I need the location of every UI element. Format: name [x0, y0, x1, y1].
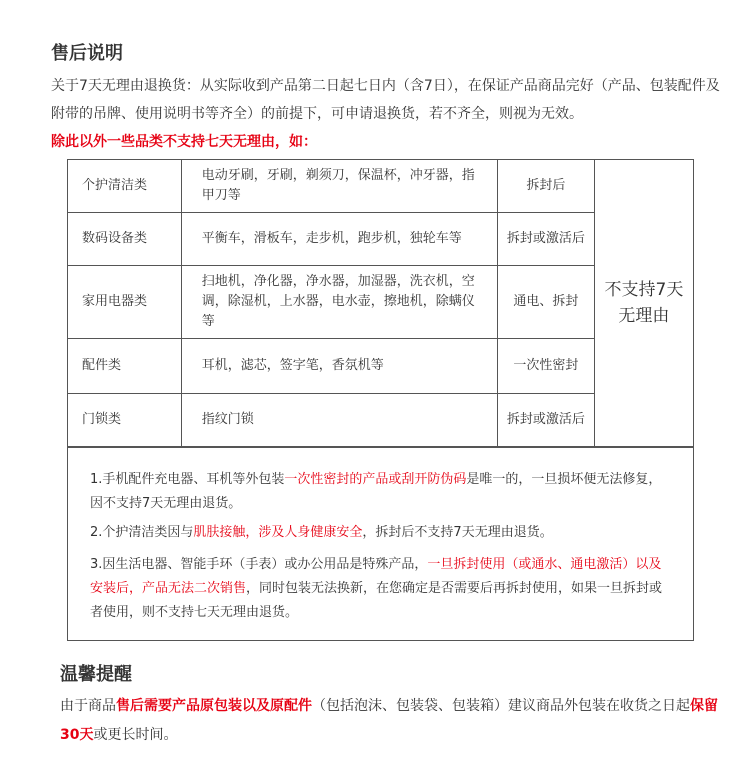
warm-tips-body: [60, 692, 720, 750]
category-cell: 数码设备类: [68, 213, 182, 266]
note-2: [90, 521, 670, 545]
note-2-text-c: ，拆封后不支持7天无理由退货。: [362, 525, 553, 540]
condition-cell: 通电、拆封: [497, 266, 594, 339]
note-1-text-c: 是唯一的，一旦损坏便无法修复，因不支持7天无理由退货。: [90, 472, 662, 511]
category-cell: 门锁类: [68, 394, 182, 447]
note-3-text-c: ，同时包装无法换新，在您确定是否需要后再拆封使用，如果一旦拆封或者使用，则不支持七天无理由退货。: [90, 581, 663, 620]
note-2-highlight: 肌肤接触，涉及人身健康安全: [193, 525, 363, 540]
condition-cell: 拆封后: [497, 160, 594, 213]
tips-highlight-keep-days: 保留30天: [60, 698, 718, 743]
notes-box: [67, 447, 694, 641]
category-cell: 家用电器类: [68, 266, 182, 339]
tips-text-e: 或更长时间。: [93, 727, 178, 743]
note-1-highlight: 一次性密封的产品或刮开防伪码: [284, 472, 467, 487]
condition-cell: 一次性密封: [497, 339, 594, 394]
warm-tips-title: 温馨提醒: [60, 664, 132, 685]
items-cell: 平衡车，滑板车，走步机，跑步机，独轮车等: [181, 213, 497, 266]
category-cell: 配件类: [68, 339, 182, 394]
items-cell: 电动牙刷，牙刷，剃须刀，保温杯，冲牙器，指甲刀等: [181, 160, 497, 213]
intro-text-block: [51, 72, 731, 156]
note-1: [90, 468, 670, 516]
unsupported-categories-table: [67, 159, 694, 447]
note-2-text-a: 2.个护清洁类因与: [90, 525, 194, 540]
tips-highlight-packaging: 售后需要产品原包装以及原配件: [116, 698, 312, 714]
items-cell: 扫地机，净化器，净水器，加湿器，洗衣机，空调，除湿机，上水器，电水壶，擦地机，除螨仪等: [181, 266, 497, 339]
after-sales-title: 售后说明: [51, 43, 123, 64]
category-cell: 个护清洁类: [68, 160, 182, 213]
condition-cell: 拆封或激活后: [497, 213, 594, 266]
note-3: [90, 553, 670, 625]
tips-text-a: 由于商品: [60, 698, 116, 714]
note-3-text-a: 3.因生活电器、智能手环（手表）或办公用品是特殊产品，: [90, 557, 428, 572]
note-1-text-a: 1.手机配件充电器、耳机等外包装: [90, 472, 285, 487]
tips-text-c: （包括泡沫、包装袋、包装箱）建议商品外包装在收货之日起: [312, 698, 690, 714]
items-cell: 指纹门锁: [181, 394, 497, 447]
condition-cell: 拆封或激活后: [497, 394, 594, 447]
note-3-highlight: 一旦拆封使用（或通水、通电激活）以及安装后，产品无法二次销售: [90, 557, 662, 596]
verdict-cell: 不支持7天无理由: [594, 160, 693, 447]
table-row: [68, 160, 694, 213]
items-cell: 耳机，滤芯，签字笔，香氛机等: [181, 339, 497, 394]
exception-notice: 除此以外一些品类不支持七天无理由，如：: [51, 134, 317, 150]
return-policy-intro: 关于7天无理由退换货：从实际收到产品第二日起七日内（含7日），在保证产品商品完好（产品、包装配件及附带的吊牌、使用说明书等齐全）的前提下，可申请退换货，若不齐全，则视为无效。: [51, 78, 720, 122]
